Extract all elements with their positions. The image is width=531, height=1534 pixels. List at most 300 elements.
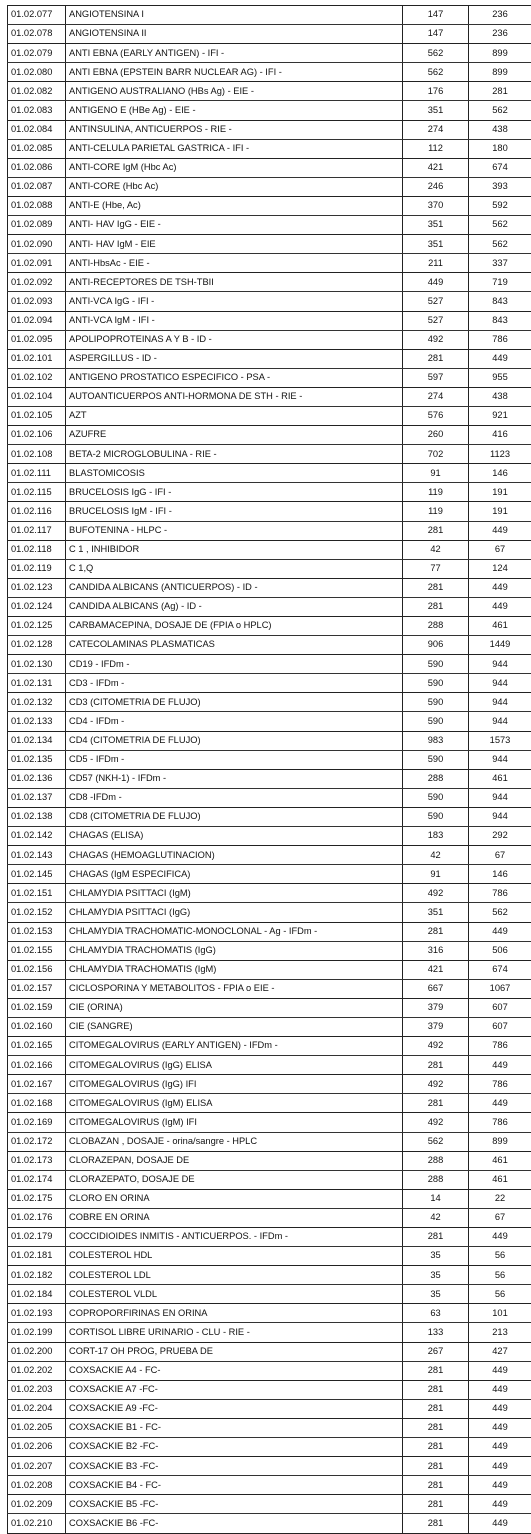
- table-row: [8, 1094, 531, 1113]
- value-2-cell: 592: [469, 196, 531, 215]
- code-cell: 01.02.078: [8, 25, 66, 44]
- value-1-cell: 281: [403, 922, 469, 941]
- value-2-cell: 56: [469, 1285, 531, 1304]
- value-1-cell: 351: [403, 101, 469, 120]
- value-1-cell: 702: [403, 445, 469, 464]
- code-cell: 01.02.199: [8, 1323, 66, 1342]
- value-1-cell: 379: [403, 998, 469, 1017]
- code-cell: 01.02.157: [8, 979, 66, 998]
- code-cell: 01.02.105: [8, 406, 66, 425]
- table-row: [8, 158, 531, 177]
- value-1-cell: 35: [403, 1285, 469, 1304]
- table-row: [8, 216, 531, 235]
- table-row: [8, 521, 531, 540]
- description-cell: CLOBAZAN , DOSAJE - orina/sangre - HPLC: [66, 1132, 403, 1151]
- value-2-cell: 674: [469, 158, 531, 177]
- table-row: [8, 922, 531, 941]
- value-2-cell: 393: [469, 177, 531, 196]
- value-1-cell: 246: [403, 177, 469, 196]
- table-row: [8, 1285, 531, 1304]
- value-2-cell: 786: [469, 1113, 531, 1132]
- value-1-cell: 527: [403, 311, 469, 330]
- code-cell: 01.02.210: [8, 1514, 66, 1533]
- description-cell: CORT-17 OH PROG, PRUEBA DE: [66, 1342, 403, 1361]
- description-cell: ANTI-E (Hbe, Ac): [66, 196, 403, 215]
- value-2-cell: 461: [469, 1151, 531, 1170]
- code-cell: 01.02.179: [8, 1228, 66, 1247]
- table-row: [8, 960, 531, 979]
- table-row: [8, 292, 531, 311]
- table-row: [8, 1495, 531, 1514]
- value-1-cell: 119: [403, 502, 469, 521]
- value-2-cell: 899: [469, 1132, 531, 1151]
- table-row: [8, 63, 531, 82]
- description-cell: ANGIOTENSINA II: [66, 25, 403, 44]
- description-cell: ANTI EBNA (EARLY ANTIGEN) - IFI -: [66, 44, 403, 63]
- code-cell: 01.02.174: [8, 1170, 66, 1189]
- code-cell: 01.02.086: [8, 158, 66, 177]
- value-2-cell: 236: [469, 6, 531, 25]
- value-2-cell: 438: [469, 120, 531, 139]
- table-row: [8, 1304, 531, 1323]
- value-1-cell: 119: [403, 483, 469, 502]
- value-2-cell: 22: [469, 1189, 531, 1208]
- table-row: [8, 636, 531, 655]
- table-row: [8, 597, 531, 616]
- description-cell: ASPERGILLUS - ID -: [66, 349, 403, 368]
- description-cell: CITOMEGALOVIRUS (IgG) ELISA: [66, 1056, 403, 1075]
- table-row: [8, 1266, 531, 1285]
- description-cell: CARBAMACEPINA, DOSAJE DE (FPIA o HPLC): [66, 617, 403, 636]
- code-cell: 01.02.082: [8, 82, 66, 101]
- value-2-cell: 427: [469, 1342, 531, 1361]
- code-cell: 01.02.176: [8, 1208, 66, 1227]
- value-1-cell: 91: [403, 865, 469, 884]
- code-cell: 01.02.085: [8, 139, 66, 158]
- code-cell: 01.02.080: [8, 63, 66, 82]
- table-row: [8, 139, 531, 158]
- table-body: [8, 6, 531, 1534]
- value-2-cell: 461: [469, 769, 531, 788]
- table-row: [8, 1399, 531, 1418]
- code-cell: 01.02.116: [8, 502, 66, 521]
- value-1-cell: 281: [403, 1476, 469, 1495]
- description-cell: CICLOSPORINA Y METABOLITOS - FPIA o EIE -: [66, 979, 403, 998]
- code-cell: 01.02.118: [8, 540, 66, 559]
- value-2-cell: 213: [469, 1323, 531, 1342]
- code-cell: 01.02.131: [8, 674, 66, 693]
- code-cell: 01.02.108: [8, 445, 66, 464]
- value-2-cell: 562: [469, 216, 531, 235]
- value-2-cell: 786: [469, 330, 531, 349]
- value-2-cell: 562: [469, 903, 531, 922]
- value-1-cell: 316: [403, 941, 469, 960]
- description-cell: CANDIDA ALBICANS (ANTICUERPOS) - ID -: [66, 578, 403, 597]
- description-cell: CLORO EN ORINA: [66, 1189, 403, 1208]
- value-1-cell: 590: [403, 750, 469, 769]
- description-cell: ANTI-RECEPTORES DE TSH-TBII: [66, 273, 403, 292]
- code-cell: 01.02.156: [8, 960, 66, 979]
- code-cell: 01.02.173: [8, 1151, 66, 1170]
- code-cell: 01.02.193: [8, 1304, 66, 1323]
- value-1-cell: 667: [403, 979, 469, 998]
- description-cell: CIE (ORINA): [66, 998, 403, 1017]
- code-cell: 01.02.202: [8, 1361, 66, 1380]
- value-1-cell: 281: [403, 1514, 469, 1533]
- value-1-cell: 35: [403, 1266, 469, 1285]
- table-row: [8, 731, 531, 750]
- code-cell: 01.02.167: [8, 1075, 66, 1094]
- value-2-cell: 1067: [469, 979, 531, 998]
- value-2-cell: 146: [469, 865, 531, 884]
- description-cell: CITOMEGALOVIRUS (IgG) IFI: [66, 1075, 403, 1094]
- table-row: [8, 769, 531, 788]
- value-2-cell: 843: [469, 311, 531, 330]
- value-1-cell: 42: [403, 846, 469, 865]
- table-row: [8, 445, 531, 464]
- description-cell: ANTI-VCA IgM - IFI -: [66, 311, 403, 330]
- value-1-cell: 351: [403, 235, 469, 254]
- value-1-cell: 183: [403, 827, 469, 846]
- value-1-cell: 63: [403, 1304, 469, 1323]
- table-row: [8, 6, 531, 25]
- description-cell: ANTIGENO PROSTATICO ESPECIFICO - PSA -: [66, 368, 403, 387]
- value-1-cell: 288: [403, 1170, 469, 1189]
- table-row: [8, 235, 531, 254]
- code-cell: 01.02.101: [8, 349, 66, 368]
- value-1-cell: 562: [403, 63, 469, 82]
- code-cell: 01.02.119: [8, 559, 66, 578]
- value-2-cell: 67: [469, 846, 531, 865]
- description-cell: ANTIGENO E (HBe Ag) - EIE -: [66, 101, 403, 120]
- value-2-cell: 607: [469, 998, 531, 1017]
- value-2-cell: 67: [469, 1208, 531, 1227]
- value-2-cell: 449: [469, 1228, 531, 1247]
- code-cell: 01.02.079: [8, 44, 66, 63]
- code-cell: 01.02.123: [8, 578, 66, 597]
- value-1-cell: 112: [403, 139, 469, 158]
- value-2-cell: 449: [469, 1438, 531, 1457]
- value-2-cell: 786: [469, 1075, 531, 1094]
- value-1-cell: 590: [403, 712, 469, 731]
- value-1-cell: 379: [403, 1017, 469, 1036]
- value-2-cell: 449: [469, 578, 531, 597]
- description-cell: COLESTEROL LDL: [66, 1266, 403, 1285]
- description-cell: CATECOLAMINAS PLASMATICAS: [66, 636, 403, 655]
- description-cell: CHLAMYDIA TRACHOMATIS (IgM): [66, 960, 403, 979]
- value-1-cell: 274: [403, 120, 469, 139]
- value-1-cell: 281: [403, 1438, 469, 1457]
- code-cell: 01.02.111: [8, 464, 66, 483]
- description-cell: CIE (SANGRE): [66, 1017, 403, 1036]
- code-cell: 01.02.088: [8, 196, 66, 215]
- code-cell: 01.02.115: [8, 483, 66, 502]
- code-cell: 01.02.209: [8, 1495, 66, 1514]
- value-1-cell: 288: [403, 1151, 469, 1170]
- table-row: [8, 406, 531, 425]
- value-2-cell: 1449: [469, 636, 531, 655]
- value-1-cell: 35: [403, 1247, 469, 1266]
- price-table: [7, 5, 531, 1534]
- value-1-cell: 281: [403, 597, 469, 616]
- value-2-cell: 921: [469, 406, 531, 425]
- description-cell: C 1,Q: [66, 559, 403, 578]
- code-cell: 01.02.181: [8, 1247, 66, 1266]
- code-cell: 01.02.091: [8, 254, 66, 273]
- table-row: [8, 464, 531, 483]
- value-1-cell: 14: [403, 1189, 469, 1208]
- description-cell: ANTINSULINA, ANTICUERPOS - RIE -: [66, 120, 403, 139]
- table-row: [8, 368, 531, 387]
- value-1-cell: 147: [403, 25, 469, 44]
- code-cell: 01.02.087: [8, 177, 66, 196]
- value-2-cell: 944: [469, 674, 531, 693]
- value-1-cell: 492: [403, 1113, 469, 1132]
- value-1-cell: 449: [403, 273, 469, 292]
- value-1-cell: 562: [403, 1132, 469, 1151]
- description-cell: CD8 (CITOMETRIA DE FLUJO): [66, 807, 403, 826]
- value-1-cell: 147: [403, 6, 469, 25]
- description-cell: ANTI-CELULA PARIETAL GASTRICA - IFI -: [66, 139, 403, 158]
- table-row: [8, 349, 531, 368]
- description-cell: COXSACKIE B5 -FC-: [66, 1495, 403, 1514]
- code-cell: 01.02.094: [8, 311, 66, 330]
- code-cell: 01.02.203: [8, 1380, 66, 1399]
- code-cell: 01.02.136: [8, 769, 66, 788]
- value-1-cell: 590: [403, 674, 469, 693]
- value-1-cell: 42: [403, 1208, 469, 1227]
- value-1-cell: 288: [403, 617, 469, 636]
- value-1-cell: 281: [403, 1418, 469, 1437]
- description-cell: COXSACKIE A4 - FC-: [66, 1361, 403, 1380]
- table-row: [8, 1418, 531, 1437]
- code-cell: 01.02.089: [8, 216, 66, 235]
- description-cell: COXSACKIE B4 - FC-: [66, 1476, 403, 1495]
- table-row: [8, 1017, 531, 1036]
- description-cell: CHLAMYDIA PSITTACI (IgG): [66, 903, 403, 922]
- code-cell: 01.02.208: [8, 1476, 66, 1495]
- code-cell: 01.02.206: [8, 1438, 66, 1457]
- value-2-cell: 56: [469, 1266, 531, 1285]
- value-2-cell: 562: [469, 101, 531, 120]
- value-2-cell: 449: [469, 349, 531, 368]
- description-cell: CHAGAS (HEMOAGLUTINACION): [66, 846, 403, 865]
- table-row: [8, 617, 531, 636]
- description-cell: ANTI- HAV IgG - EIE -: [66, 216, 403, 235]
- table-row: [8, 1189, 531, 1208]
- table-row: [8, 1476, 531, 1495]
- description-cell: COLESTEROL VLDL: [66, 1285, 403, 1304]
- table-row: [8, 426, 531, 445]
- code-cell: 01.02.137: [8, 788, 66, 807]
- code-cell: 01.02.182: [8, 1266, 66, 1285]
- code-cell: 01.02.084: [8, 120, 66, 139]
- code-cell: 01.02.133: [8, 712, 66, 731]
- code-cell: 01.02.152: [8, 903, 66, 922]
- value-1-cell: 281: [403, 349, 469, 368]
- description-cell: COXSACKIE B1 - FC-: [66, 1418, 403, 1437]
- description-cell: ANGIOTENSINA I: [66, 6, 403, 25]
- value-1-cell: 281: [403, 1361, 469, 1380]
- table-row: [8, 884, 531, 903]
- description-cell: CITOMEGALOVIRUS (IgM) IFI: [66, 1113, 403, 1132]
- value-2-cell: 180: [469, 139, 531, 158]
- description-cell: BRUCELOSIS IgG - IFI -: [66, 483, 403, 502]
- value-2-cell: 101: [469, 1304, 531, 1323]
- description-cell: AZT: [66, 406, 403, 425]
- description-cell: APOLIPOPROTEINAS A Y B - ID -: [66, 330, 403, 349]
- code-cell: 01.02.172: [8, 1132, 66, 1151]
- description-cell: AUTOANTICUERPOS ANTI-HORMONA DE STH - RIE -: [66, 387, 403, 406]
- value-2-cell: 899: [469, 63, 531, 82]
- value-1-cell: 281: [403, 1380, 469, 1399]
- value-2-cell: 449: [469, 1094, 531, 1113]
- description-cell: CHLAMYDIA TRACHOMATIS (IgG): [66, 941, 403, 960]
- value-1-cell: 176: [403, 82, 469, 101]
- value-1-cell: 274: [403, 387, 469, 406]
- description-cell: ANTIGENO AUSTRALIANO (HBs Ag) - EIE -: [66, 82, 403, 101]
- description-cell: CD19 - IFDm -: [66, 655, 403, 674]
- value-1-cell: 492: [403, 884, 469, 903]
- table-row: [8, 1208, 531, 1227]
- description-cell: ANTI-CORE IgM (Hbc Ac): [66, 158, 403, 177]
- code-cell: 01.02.090: [8, 235, 66, 254]
- code-cell: 01.02.135: [8, 750, 66, 769]
- table-row: [8, 865, 531, 884]
- table-row: [8, 807, 531, 826]
- value-2-cell: 449: [469, 922, 531, 941]
- value-2-cell: 1573: [469, 731, 531, 750]
- table-row: [8, 483, 531, 502]
- code-cell: 01.02.117: [8, 521, 66, 540]
- code-cell: 01.02.132: [8, 693, 66, 712]
- code-cell: 01.02.092: [8, 273, 66, 292]
- value-2-cell: 449: [469, 1418, 531, 1437]
- description-cell: AZUFRE: [66, 426, 403, 445]
- value-2-cell: 146: [469, 464, 531, 483]
- table-row: [8, 502, 531, 521]
- description-cell: ANTI EBNA (EPSTEIN BARR NUCLEAR AG) - IFI -: [66, 63, 403, 82]
- code-cell: 01.02.138: [8, 807, 66, 826]
- value-2-cell: 56: [469, 1247, 531, 1266]
- table-row: [8, 827, 531, 846]
- value-1-cell: 281: [403, 1094, 469, 1113]
- value-1-cell: 421: [403, 158, 469, 177]
- table-row: [8, 1075, 531, 1094]
- value-1-cell: 281: [403, 578, 469, 597]
- value-1-cell: 421: [403, 960, 469, 979]
- code-cell: 01.02.200: [8, 1342, 66, 1361]
- table-row: [8, 1228, 531, 1247]
- code-cell: 01.02.142: [8, 827, 66, 846]
- value-1-cell: 562: [403, 44, 469, 63]
- code-cell: 01.02.134: [8, 731, 66, 750]
- table-row: [8, 712, 531, 731]
- value-1-cell: 77: [403, 559, 469, 578]
- table-row: [8, 82, 531, 101]
- table-row: [8, 693, 531, 712]
- value-1-cell: 492: [403, 1037, 469, 1056]
- table-row: [8, 101, 531, 120]
- table-row: [8, 1170, 531, 1189]
- table-row: [8, 1457, 531, 1476]
- code-cell: 01.02.155: [8, 941, 66, 960]
- value-2-cell: 607: [469, 1017, 531, 1036]
- value-1-cell: 370: [403, 196, 469, 215]
- description-cell: CD3 (CITOMETRIA DE FLUJO): [66, 693, 403, 712]
- description-cell: COPROPORFIRINAS EN ORINA: [66, 1304, 403, 1323]
- description-cell: BRUCELOSIS IgM - IFI -: [66, 502, 403, 521]
- value-2-cell: 449: [469, 1361, 531, 1380]
- value-2-cell: 944: [469, 655, 531, 674]
- value-2-cell: 449: [469, 1399, 531, 1418]
- value-2-cell: 292: [469, 827, 531, 846]
- table-row: [8, 998, 531, 1017]
- table-row: [8, 559, 531, 578]
- table-row: [8, 1514, 531, 1533]
- value-2-cell: 67: [469, 540, 531, 559]
- value-2-cell: 944: [469, 712, 531, 731]
- value-2-cell: 449: [469, 1514, 531, 1533]
- value-1-cell: 281: [403, 521, 469, 540]
- value-1-cell: 260: [403, 426, 469, 445]
- value-1-cell: 590: [403, 788, 469, 807]
- value-2-cell: 506: [469, 941, 531, 960]
- value-1-cell: 42: [403, 540, 469, 559]
- description-cell: COXSACKIE B6 -FC-: [66, 1514, 403, 1533]
- table-row: [8, 941, 531, 960]
- value-2-cell: 337: [469, 254, 531, 273]
- value-2-cell: 944: [469, 788, 531, 807]
- code-cell: 01.02.145: [8, 865, 66, 884]
- table-row: [8, 979, 531, 998]
- table-row: [8, 311, 531, 330]
- description-cell: CD5 - IFDm -: [66, 750, 403, 769]
- value-1-cell: 906: [403, 636, 469, 655]
- description-cell: CD8 -IFDm -: [66, 788, 403, 807]
- description-cell: C 1 , INHIBIDOR: [66, 540, 403, 559]
- value-2-cell: 944: [469, 693, 531, 712]
- description-cell: COXSACKIE B2 -FC-: [66, 1438, 403, 1457]
- description-cell: BUFOTENINA - HLPC -: [66, 521, 403, 540]
- table-row: [8, 330, 531, 349]
- description-cell: ANTI-VCA IgG - IFI -: [66, 292, 403, 311]
- table-row: [8, 1247, 531, 1266]
- value-2-cell: 449: [469, 1457, 531, 1476]
- table-row: [8, 273, 531, 292]
- value-2-cell: 674: [469, 960, 531, 979]
- table-row: [8, 1056, 531, 1075]
- value-2-cell: 562: [469, 235, 531, 254]
- table-row: [8, 788, 531, 807]
- code-cell: 01.02.159: [8, 998, 66, 1017]
- value-2-cell: 1123: [469, 445, 531, 464]
- table-row: [8, 1037, 531, 1056]
- table-row: [8, 1323, 531, 1342]
- table-row: [8, 387, 531, 406]
- value-1-cell: 211: [403, 254, 469, 273]
- code-cell: 01.02.104: [8, 387, 66, 406]
- description-cell: COBRE EN ORINA: [66, 1208, 403, 1227]
- value-1-cell: 590: [403, 807, 469, 826]
- description-cell: COLESTEROL HDL: [66, 1247, 403, 1266]
- table-row: [8, 655, 531, 674]
- table-row: [8, 1380, 531, 1399]
- description-cell: CD3 - IFDm -: [66, 674, 403, 693]
- description-cell: CHLAMYDIA PSITTACI (IgM): [66, 884, 403, 903]
- code-cell: 01.02.204: [8, 1399, 66, 1418]
- table-row: [8, 1438, 531, 1457]
